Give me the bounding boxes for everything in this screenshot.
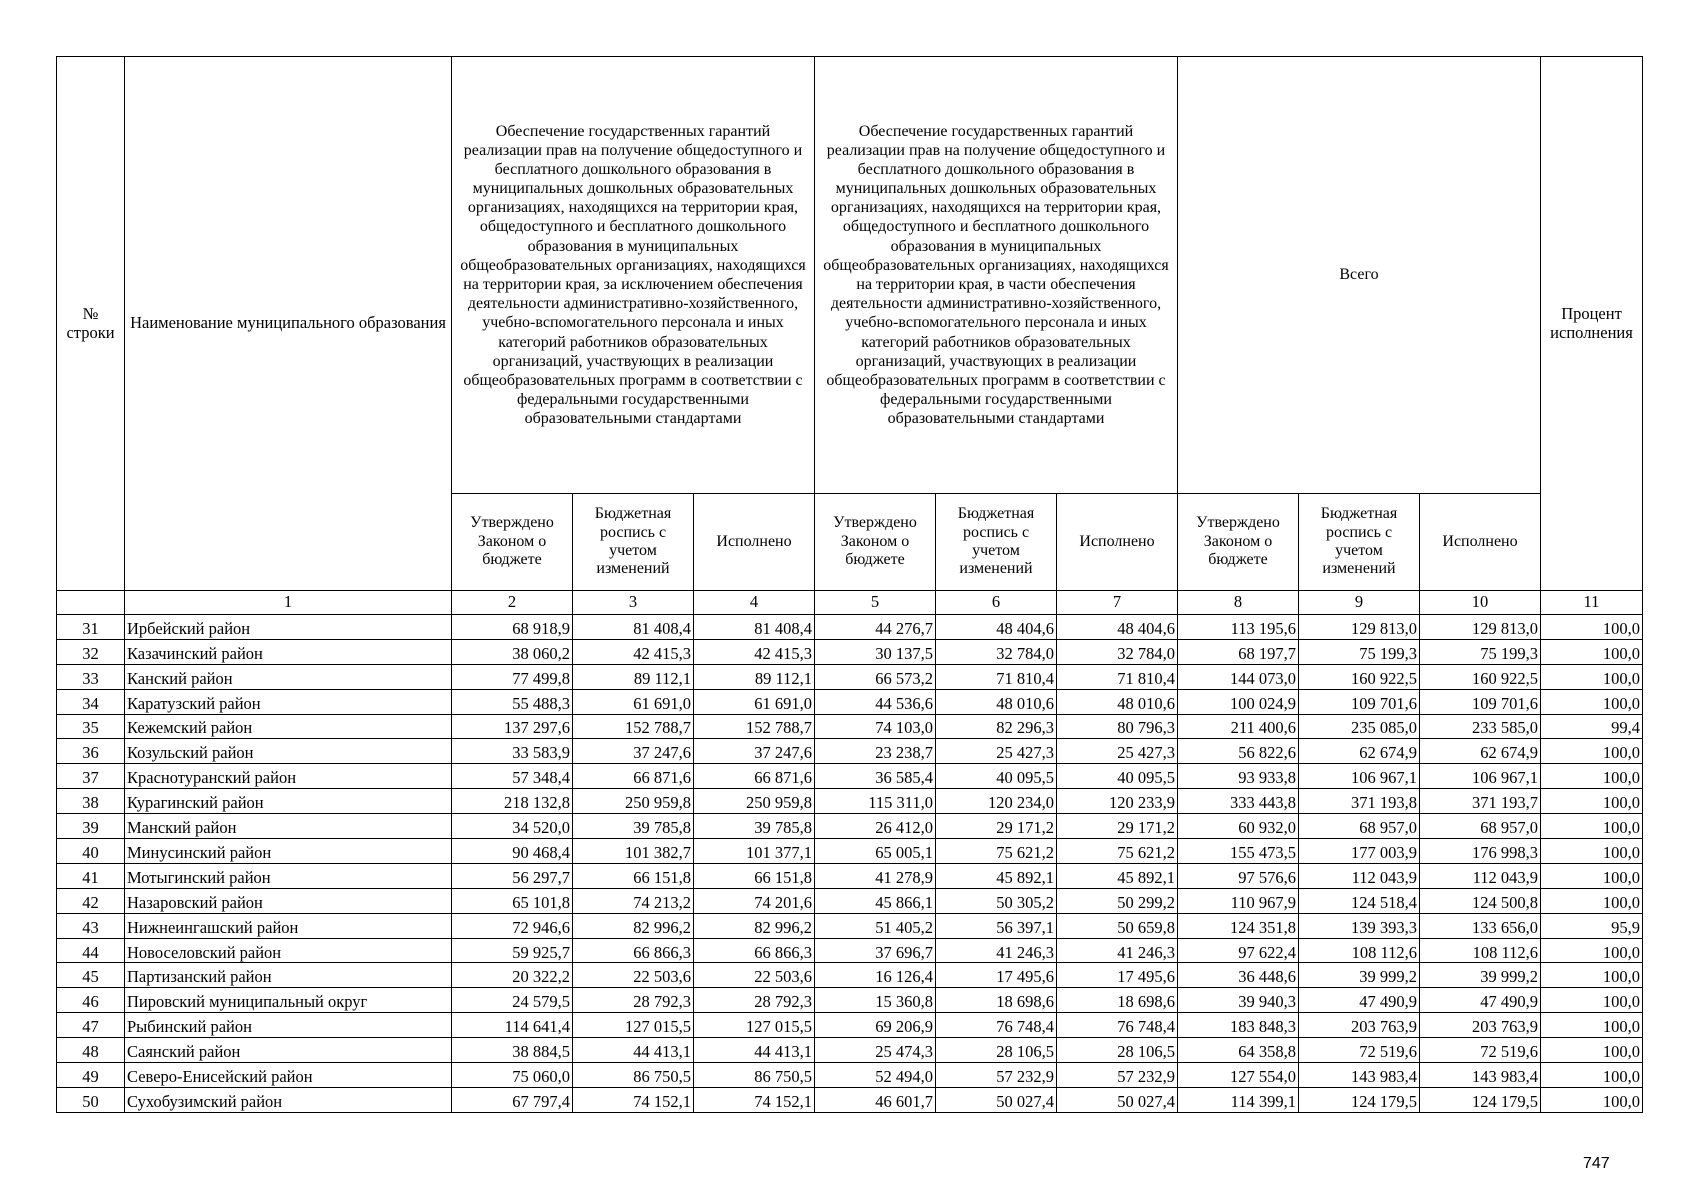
approved-2-cell: 52 494,0 (815, 1063, 936, 1088)
row-number-cell: 43 (57, 913, 125, 938)
revised-total-cell: 129 813,0 (1299, 615, 1420, 640)
revised-1-cell: 42 415,3 (573, 639, 694, 664)
approved-2-cell: 66 573,2 (815, 664, 936, 689)
approved-1-cell: 137 297,6 (452, 714, 573, 739)
executed-2-cell: 48 010,6 (1057, 689, 1178, 714)
revised-total-cell: 124 179,5 (1299, 1087, 1420, 1112)
approved-2-cell: 45 866,1 (815, 888, 936, 913)
percent-cell: 100,0 (1541, 988, 1643, 1013)
executed-2-cell: 120 233,9 (1057, 789, 1178, 814)
table-row (57, 1087, 1643, 1112)
executed-2-cell: 75 621,2 (1057, 839, 1178, 864)
executed-1-cell: 101 377,1 (694, 839, 815, 864)
revised-2-cell: 17 495,6 (936, 963, 1057, 988)
revised-total-cell: 235 085,0 (1299, 714, 1420, 739)
revised-2-cell: 28 106,5 (936, 1038, 1057, 1063)
revised-1-cell: 74 152,1 (573, 1087, 694, 1112)
table-body (57, 591, 1643, 1113)
approved-1-cell: 68 918,9 (452, 615, 573, 640)
revised-2-cell: 75 621,2 (936, 839, 1057, 864)
executed-1-cell: 82 996,2 (694, 913, 815, 938)
municipality-name-cell: Краснотуранский район (125, 764, 452, 789)
revised-1-cell: 152 788,7 (573, 714, 694, 739)
executed-1-cell: 61 691,0 (694, 689, 815, 714)
header-group-1: Обеспечение государственных гарантий реализации прав на получение общедоступного и бесплатного дошкольного образования в муниципальных дошкольных образовательных организациях, находящихся на территории края, общедоступного и бесплатного дошкольного образования в муниципальных общеобразовательных организациях, находящихся на территории края, за исключением обеспечения деятельности административно-хозяйственного, учебно-вспомогательного персонала и иных категорий работников образовательных организаций, участвующих в реализации общеобразовательных программ в соответствии с федеральными государственными образовательными стандартами (452, 57, 815, 494)
table-row (57, 963, 1643, 988)
header-approved: Утверждено Законом о бюджете (452, 494, 573, 591)
approved-total-cell: 114 399,1 (1178, 1087, 1299, 1112)
executed-total-cell: 62 674,9 (1420, 739, 1541, 764)
row-number-cell: 40 (57, 839, 125, 864)
revised-2-cell: 48 010,6 (936, 689, 1057, 714)
municipality-name-cell: Манский район (125, 814, 452, 839)
executed-total-cell: 47 490,9 (1420, 988, 1541, 1013)
percent-cell: 100,0 (1541, 1063, 1643, 1088)
row-number-cell: 46 (57, 988, 125, 1013)
revised-total-cell: 203 763,9 (1299, 1013, 1420, 1038)
approved-2-cell: 30 137,5 (815, 639, 936, 664)
row-number-cell: 45 (57, 963, 125, 988)
approved-total-cell: 93 933,8 (1178, 764, 1299, 789)
executed-2-cell: 18 698,6 (1057, 988, 1178, 1013)
executed-total-cell: 124 500,8 (1420, 888, 1541, 913)
municipality-name-cell: Северо-Енисейский район (125, 1063, 452, 1088)
percent-cell: 100,0 (1541, 839, 1643, 864)
approved-2-cell: 15 360,8 (815, 988, 936, 1013)
budget-table (56, 56, 1643, 1113)
revised-total-cell: 124 518,4 (1299, 888, 1420, 913)
executed-total-cell: 68 957,0 (1420, 814, 1541, 839)
header-group-2: Обеспечение государственных гарантий реализации прав на получение общедоступного и бесплатного дошкольного образования в муниципальных дошкольных образовательных организациях, находящихся на территории края, общедоступного и бесплатного дошкольного образования в муниципальных общеобразовательных организациях, находящихся на территории края, в части обеспечения деятельности административно-хозяйственного, учебно-вспомогательного персонала и иных категорий работников образовательных организаций, участвующих в реализации общеобразовательных программ в соответствии с федеральными государственными образовательными стандартами (815, 57, 1178, 494)
municipality-name-cell: Казачинский район (125, 639, 452, 664)
revised-total-cell: 72 519,6 (1299, 1038, 1420, 1063)
header-group-total: Всего (1178, 57, 1541, 494)
row-number-cell: 49 (57, 1063, 125, 1088)
header-revised: Бюджетная роспись с учетом изменений (573, 494, 694, 591)
table-row (57, 863, 1643, 888)
executed-1-cell: 66 871,6 (694, 764, 815, 789)
revised-total-cell: 177 003,9 (1299, 839, 1420, 864)
executed-1-cell: 28 792,3 (694, 988, 815, 1013)
table-row (57, 913, 1643, 938)
executed-1-cell: 39 785,8 (694, 814, 815, 839)
table-row (57, 664, 1643, 689)
row-number-cell: 39 (57, 814, 125, 839)
percent-cell: 100,0 (1541, 963, 1643, 988)
revised-1-cell: 82 996,2 (573, 913, 694, 938)
executed-total-cell: 108 112,6 (1420, 938, 1541, 963)
percent-cell: 100,0 (1541, 1087, 1643, 1112)
executed-1-cell: 81 408,4 (694, 615, 815, 640)
revised-1-cell: 44 413,1 (573, 1038, 694, 1063)
approved-total-cell: 113 195,6 (1178, 615, 1299, 640)
revised-1-cell: 81 408,4 (573, 615, 694, 640)
approved-total-cell: 155 473,5 (1178, 839, 1299, 864)
percent-cell: 99,4 (1541, 714, 1643, 739)
approved-total-cell: 100 024,9 (1178, 689, 1299, 714)
revised-1-cell: 66 866,3 (573, 938, 694, 963)
approved-1-cell: 34 520,0 (452, 814, 573, 839)
executed-total-cell: 176 998,3 (1420, 839, 1541, 864)
row-number-cell: 36 (57, 739, 125, 764)
approved-1-cell: 114 641,4 (452, 1013, 573, 1038)
percent-cell: 95,9 (1541, 913, 1643, 938)
approved-total-cell: 144 073,0 (1178, 664, 1299, 689)
table-row (57, 938, 1643, 963)
percent-cell: 100,0 (1541, 814, 1643, 839)
column-number: 1 (125, 591, 452, 615)
executed-total-cell: 124 179,5 (1420, 1087, 1541, 1112)
municipality-name-cell: Рыбинский район (125, 1013, 452, 1038)
revised-1-cell: 37 247,6 (573, 739, 694, 764)
approved-2-cell: 46 601,7 (815, 1087, 936, 1112)
approved-2-cell: 41 278,9 (815, 863, 936, 888)
revised-1-cell: 39 785,8 (573, 814, 694, 839)
column-number: 8 (1178, 591, 1299, 615)
header-executed: Исполнено (1057, 494, 1178, 591)
header-approved: Утверждено Законом о бюджете (815, 494, 936, 591)
approved-total-cell: 60 932,0 (1178, 814, 1299, 839)
executed-1-cell: 86 750,5 (694, 1063, 815, 1088)
executed-1-cell: 44 413,1 (694, 1038, 815, 1063)
approved-total-cell: 39 940,3 (1178, 988, 1299, 1013)
percent-cell: 100,0 (1541, 1038, 1643, 1063)
approved-1-cell: 90 468,4 (452, 839, 573, 864)
approved-total-cell: 64 358,8 (1178, 1038, 1299, 1063)
municipality-name-cell: Козульский район (125, 739, 452, 764)
executed-total-cell: 75 199,3 (1420, 639, 1541, 664)
executed-1-cell: 74 152,1 (694, 1087, 815, 1112)
header-row-top (57, 57, 1643, 494)
executed-2-cell: 76 748,4 (1057, 1013, 1178, 1038)
revised-2-cell: 41 246,3 (936, 938, 1057, 963)
revised-total-cell: 112 043,9 (1299, 863, 1420, 888)
executed-2-cell: 50 299,2 (1057, 888, 1178, 913)
table-row (57, 615, 1643, 640)
column-number: 9 (1299, 591, 1420, 615)
approved-2-cell: 44 536,6 (815, 689, 936, 714)
revised-1-cell: 22 503,6 (573, 963, 694, 988)
approved-2-cell: 26 412,0 (815, 814, 936, 839)
executed-total-cell: 203 763,9 (1420, 1013, 1541, 1038)
approved-total-cell: 36 448,6 (1178, 963, 1299, 988)
executed-2-cell: 41 246,3 (1057, 938, 1178, 963)
table-row (57, 988, 1643, 1013)
table-row (57, 1063, 1643, 1088)
column-number: 10 (1420, 591, 1541, 615)
row-number-cell: 37 (57, 764, 125, 789)
executed-total-cell: 39 999,2 (1420, 963, 1541, 988)
table-row (57, 714, 1643, 739)
executed-2-cell: 50 659,8 (1057, 913, 1178, 938)
executed-1-cell: 89 112,1 (694, 664, 815, 689)
executed-2-cell: 32 784,0 (1057, 639, 1178, 664)
percent-cell: 100,0 (1541, 1013, 1643, 1038)
approved-1-cell: 59 925,7 (452, 938, 573, 963)
executed-1-cell: 66 151,8 (694, 863, 815, 888)
executed-total-cell: 371 193,7 (1420, 789, 1541, 814)
municipality-name-cell: Минусинский район (125, 839, 452, 864)
percent-cell: 100,0 (1541, 764, 1643, 789)
revised-total-cell: 75 199,3 (1299, 639, 1420, 664)
revised-total-cell: 47 490,9 (1299, 988, 1420, 1013)
header-row-number: № строки (57, 57, 125, 591)
column-number: 11 (1541, 591, 1643, 615)
row-number-cell: 38 (57, 789, 125, 814)
approved-2-cell: 69 206,9 (815, 1013, 936, 1038)
table-row (57, 1013, 1643, 1038)
executed-1-cell: 127 015,5 (694, 1013, 815, 1038)
row-number-cell: 47 (57, 1013, 125, 1038)
approved-1-cell: 33 583,9 (452, 739, 573, 764)
executed-2-cell: 45 892,1 (1057, 863, 1178, 888)
approved-1-cell: 57 348,4 (452, 764, 573, 789)
approved-1-cell: 67 797,4 (452, 1087, 573, 1112)
executed-1-cell: 250 959,8 (694, 789, 815, 814)
percent-cell: 100,0 (1541, 938, 1643, 963)
revised-1-cell: 127 015,5 (573, 1013, 694, 1038)
approved-total-cell: 183 848,3 (1178, 1013, 1299, 1038)
approved-2-cell: 25 474,3 (815, 1038, 936, 1063)
row-number-cell: 32 (57, 639, 125, 664)
executed-1-cell: 42 415,3 (694, 639, 815, 664)
executed-2-cell: 28 106,5 (1057, 1038, 1178, 1063)
executed-total-cell: 133 656,0 (1420, 913, 1541, 938)
executed-1-cell: 22 503,6 (694, 963, 815, 988)
executed-2-cell: 29 171,2 (1057, 814, 1178, 839)
column-number: 7 (1057, 591, 1178, 615)
municipality-name-cell: Саянский район (125, 1038, 452, 1063)
executed-2-cell: 50 027,4 (1057, 1087, 1178, 1112)
table-row (57, 1038, 1643, 1063)
approved-2-cell: 16 126,4 (815, 963, 936, 988)
revised-2-cell: 32 784,0 (936, 639, 1057, 664)
approved-2-cell: 23 238,7 (815, 739, 936, 764)
approved-1-cell: 75 060,0 (452, 1063, 573, 1088)
percent-cell: 100,0 (1541, 789, 1643, 814)
municipality-name-cell: Канский район (125, 664, 452, 689)
row-number-cell: 31 (57, 615, 125, 640)
executed-2-cell: 48 404,6 (1057, 615, 1178, 640)
percent-cell: 100,0 (1541, 739, 1643, 764)
revised-2-cell: 45 892,1 (936, 863, 1057, 888)
revised-total-cell: 62 674,9 (1299, 739, 1420, 764)
header-percent: Процент исполнения (1541, 57, 1643, 591)
table-row (57, 689, 1643, 714)
revised-1-cell: 66 871,6 (573, 764, 694, 789)
municipality-name-cell: Пировский муниципальный округ (125, 988, 452, 1013)
executed-total-cell: 106 967,1 (1420, 764, 1541, 789)
revised-2-cell: 48 404,6 (936, 615, 1057, 640)
revised-2-cell: 57 232,9 (936, 1063, 1057, 1088)
approved-1-cell: 65 101,8 (452, 888, 573, 913)
approved-1-cell: 77 499,8 (452, 664, 573, 689)
revised-2-cell: 40 095,5 (936, 764, 1057, 789)
revised-total-cell: 143 983,4 (1299, 1063, 1420, 1088)
approved-1-cell: 20 322,2 (452, 963, 573, 988)
revised-1-cell: 250 959,8 (573, 789, 694, 814)
header-revised: Бюджетная роспись с учетом изменений (936, 494, 1057, 591)
approved-total-cell: 68 197,7 (1178, 639, 1299, 664)
executed-total-cell: 109 701,6 (1420, 689, 1541, 714)
column-number: 2 (452, 591, 573, 615)
executed-2-cell: 25 427,3 (1057, 739, 1178, 764)
table-row (57, 839, 1643, 864)
revised-total-cell: 371 193,8 (1299, 789, 1420, 814)
header-approved: Утверждено Законом о бюджете (1178, 494, 1299, 591)
revised-2-cell: 50 305,2 (936, 888, 1057, 913)
revised-1-cell: 28 792,3 (573, 988, 694, 1013)
revised-total-cell: 68 957,0 (1299, 814, 1420, 839)
municipality-name-cell: Сухобузимский район (125, 1087, 452, 1112)
table-row (57, 764, 1643, 789)
column-number: 6 (936, 591, 1057, 615)
executed-total-cell: 112 043,9 (1420, 863, 1541, 888)
revised-2-cell: 56 397,1 (936, 913, 1057, 938)
row-number-cell: 42 (57, 888, 125, 913)
municipality-name-cell: Курагинский район (125, 789, 452, 814)
percent-cell: 100,0 (1541, 689, 1643, 714)
approved-2-cell: 44 276,7 (815, 615, 936, 640)
approved-2-cell: 115 311,0 (815, 789, 936, 814)
revised-total-cell: 160 922,5 (1299, 664, 1420, 689)
approved-1-cell: 56 297,7 (452, 863, 573, 888)
percent-cell: 100,0 (1541, 863, 1643, 888)
municipality-name-cell: Каратузский район (125, 689, 452, 714)
revised-1-cell: 61 691,0 (573, 689, 694, 714)
executed-2-cell: 57 232,9 (1057, 1063, 1178, 1088)
approved-2-cell: 65 005,1 (815, 839, 936, 864)
table-row (57, 888, 1643, 913)
row-number-cell: 33 (57, 664, 125, 689)
municipality-name-cell: Новоселовский район (125, 938, 452, 963)
revised-1-cell: 86 750,5 (573, 1063, 694, 1088)
revised-2-cell: 18 698,6 (936, 988, 1057, 1013)
revised-1-cell: 89 112,1 (573, 664, 694, 689)
executed-2-cell: 17 495,6 (1057, 963, 1178, 988)
municipality-name-cell: Партизанский район (125, 963, 452, 988)
approved-1-cell: 38 884,5 (452, 1038, 573, 1063)
executed-1-cell: 152 788,7 (694, 714, 815, 739)
percent-cell: 100,0 (1541, 888, 1643, 913)
approved-total-cell: 333 443,8 (1178, 789, 1299, 814)
revised-total-cell: 108 112,6 (1299, 938, 1420, 963)
executed-total-cell: 233 585,0 (1420, 714, 1541, 739)
revised-1-cell: 101 382,7 (573, 839, 694, 864)
executed-total-cell: 129 813,0 (1420, 615, 1541, 640)
approved-total-cell: 211 400,6 (1178, 714, 1299, 739)
row-number-cell: 41 (57, 863, 125, 888)
revised-2-cell: 120 234,0 (936, 789, 1057, 814)
row-number-cell: 50 (57, 1087, 125, 1112)
header-executed: Исполнено (1420, 494, 1541, 591)
executed-total-cell: 143 983,4 (1420, 1063, 1541, 1088)
municipality-name-cell: Нижнеингашский район (125, 913, 452, 938)
approved-2-cell: 51 405,2 (815, 913, 936, 938)
revised-2-cell: 71 810,4 (936, 664, 1057, 689)
executed-2-cell: 40 095,5 (1057, 764, 1178, 789)
table-row (57, 739, 1643, 764)
revised-2-cell: 76 748,4 (936, 1013, 1057, 1038)
row-number-cell: 34 (57, 689, 125, 714)
approved-total-cell: 110 967,9 (1178, 888, 1299, 913)
executed-total-cell: 160 922,5 (1420, 664, 1541, 689)
column-number: 4 (694, 591, 815, 615)
header-revised: Бюджетная роспись с учетом изменений (1299, 494, 1420, 591)
approved-2-cell: 37 696,7 (815, 938, 936, 963)
approved-total-cell: 124 351,8 (1178, 913, 1299, 938)
header-municipality-name: Наименование муниципального образования (125, 57, 452, 591)
revised-total-cell: 109 701,6 (1299, 689, 1420, 714)
revised-2-cell: 25 427,3 (936, 739, 1057, 764)
revised-total-cell: 106 967,1 (1299, 764, 1420, 789)
revised-2-cell: 82 296,3 (936, 714, 1057, 739)
column-number: 5 (815, 591, 936, 615)
municipality-name-cell: Назаровский район (125, 888, 452, 913)
executed-2-cell: 80 796,3 (1057, 714, 1178, 739)
revised-2-cell: 50 027,4 (936, 1087, 1057, 1112)
row-number-cell: 44 (57, 938, 125, 963)
percent-cell: 100,0 (1541, 615, 1643, 640)
approved-2-cell: 74 103,0 (815, 714, 936, 739)
approved-1-cell: 24 579,5 (452, 988, 573, 1013)
row-number-cell: 48 (57, 1038, 125, 1063)
executed-2-cell: 71 810,4 (1057, 664, 1178, 689)
approved-2-cell: 36 585,4 (815, 764, 936, 789)
column-number-blank (57, 591, 125, 615)
revised-1-cell: 74 213,2 (573, 888, 694, 913)
revised-total-cell: 139 393,3 (1299, 913, 1420, 938)
municipality-name-cell: Мотыгинский район (125, 863, 452, 888)
table-row (57, 789, 1643, 814)
percent-cell: 100,0 (1541, 664, 1643, 689)
approved-total-cell: 56 822,6 (1178, 739, 1299, 764)
approved-total-cell: 97 622,4 (1178, 938, 1299, 963)
revised-2-cell: 29 171,2 (936, 814, 1057, 839)
approved-total-cell: 127 554,0 (1178, 1063, 1299, 1088)
executed-total-cell: 72 519,6 (1420, 1038, 1541, 1063)
municipality-name-cell: Кежемский район (125, 714, 452, 739)
revised-1-cell: 66 151,8 (573, 863, 694, 888)
approved-total-cell: 97 576,6 (1178, 863, 1299, 888)
approved-1-cell: 72 946,6 (452, 913, 573, 938)
approved-1-cell: 218 132,8 (452, 789, 573, 814)
header-executed: Исполнено (694, 494, 815, 591)
table-row (57, 639, 1643, 664)
column-number-row (57, 591, 1643, 615)
approved-1-cell: 38 060,2 (452, 639, 573, 664)
executed-1-cell: 37 247,6 (694, 739, 815, 764)
table-row (57, 814, 1643, 839)
approved-1-cell: 55 488,3 (452, 689, 573, 714)
percent-cell: 100,0 (1541, 639, 1643, 664)
row-number-cell: 35 (57, 714, 125, 739)
municipality-name-cell: Ирбейский район (125, 615, 452, 640)
page-number: 747 (1583, 1155, 1610, 1172)
executed-1-cell: 74 201,6 (694, 888, 815, 913)
column-number: 3 (573, 591, 694, 615)
executed-1-cell: 66 866,3 (694, 938, 815, 963)
revised-total-cell: 39 999,2 (1299, 963, 1420, 988)
